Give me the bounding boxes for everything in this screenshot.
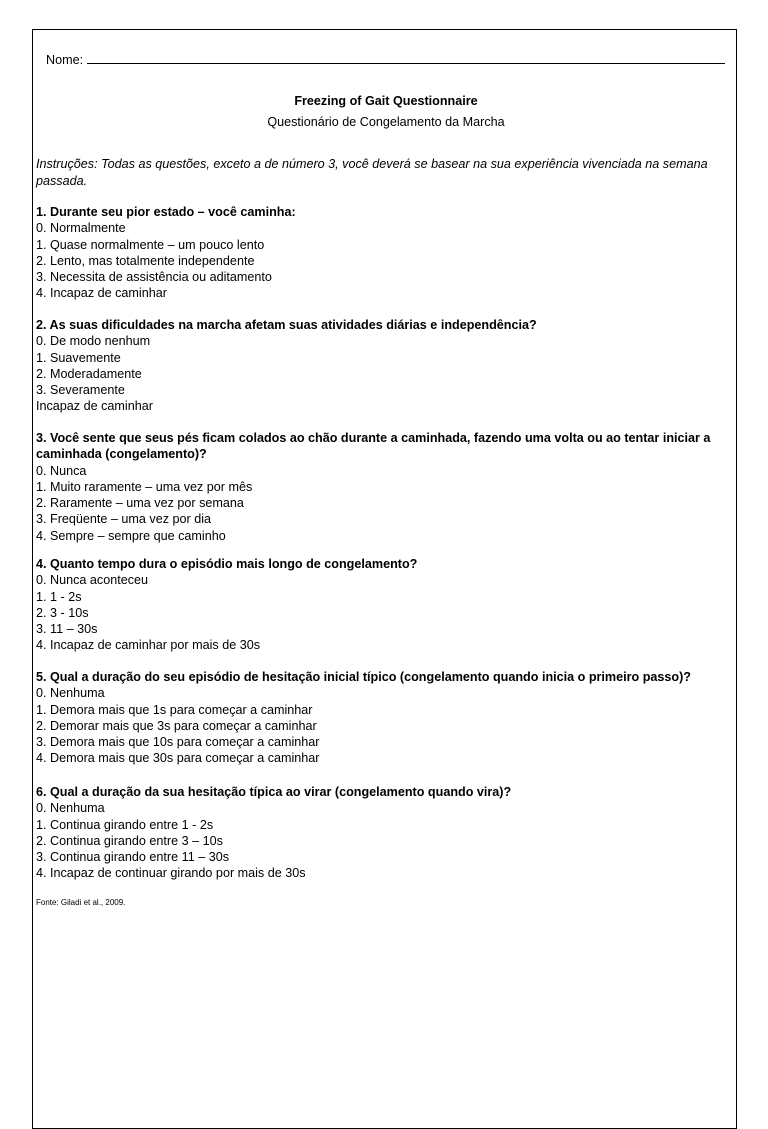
answer-option: 3. Continua girando entre 11 – 30s: [36, 850, 230, 865]
question-4: [36, 556, 736, 654]
question-3: [36, 430, 736, 544]
answer-option: 1. Suavemente: [36, 350, 121, 365]
name-label: Nome:: [46, 53, 84, 67]
answer-option: 0. De modo nenhum: [36, 334, 151, 349]
answer-option: 2. Lento, mas totalmente independente: [36, 253, 255, 268]
question-text: 3. Você sente que seus pés ficam colados ao chão durante a caminhada, fazendo uma volta ou ao tentar iniciar a caminhada (congelamento)?: [36, 431, 711, 462]
name-field-row: [46, 50, 726, 67]
answer-option: 3. Freqüente – uma vez por dia: [36, 512, 212, 527]
answer-option: 0. Nenhuma: [36, 801, 105, 816]
answer-option: 4. Incapaz de caminhar por mais de 30s: [36, 638, 261, 653]
answer-option: 1. 1 - 2s: [36, 589, 82, 604]
answer-option: 2. Moderadamente: [36, 366, 142, 381]
answer-option: 2. Continua girando entre 3 – 10s: [36, 833, 223, 848]
answer-option: 3. 11 – 30s: [36, 622, 98, 637]
answer-option: 2. Raramente – uma vez por semana: [36, 496, 244, 511]
answer-option: 0. Nenhuma: [36, 686, 105, 701]
title-portuguese: Questionário de Congelamento da Marcha: [267, 115, 505, 129]
question-text: 2. As suas dificuldades na marcha afetam suas atividades diárias e independência?: [36, 318, 537, 332]
question-text: 4. Quanto tempo dura o episódio mais longo de congelamento?: [36, 557, 418, 571]
answer-option: 0. Normalmente: [36, 221, 126, 236]
answer-option: 2. 3 - 10s: [36, 605, 89, 620]
answer-option: 3. Demora mais que 10s para começar a caminhar: [36, 735, 320, 750]
question-text: 5. Qual a duração do seu episódio de hesitação inicial típico (congelamento quando inicia o primeiro passo)?: [36, 670, 692, 684]
answer-option: Incapaz de caminhar: [36, 399, 153, 414]
question-5: [36, 669, 736, 767]
answer-option: 1. Continua girando entre 1 - 2s: [36, 817, 214, 832]
name-field-line[interactable]: [87, 50, 725, 64]
answer-option: 0. Nunca aconteceu: [36, 573, 149, 588]
answer-option: 4. Incapaz de continuar girando por mais de 30s: [36, 866, 306, 881]
answer-option: 2. Demorar mais que 3s para começar a caminhar: [36, 718, 317, 733]
question-text: 1. Durante seu pior estado – você caminha:: [36, 205, 296, 219]
answer-option: 1. Muito raramente – uma vez por mês: [36, 479, 253, 494]
answer-option: 4. Demora mais que 30s para começar a caminhar: [36, 751, 320, 766]
title-english: Freezing of Gait Questionnaire: [294, 94, 478, 108]
question-1: [36, 204, 736, 302]
question-text: 6. Qual a duração da sua hesitação típica ao virar (congelamento quando vira)?: [36, 785, 512, 799]
question-6: [36, 784, 736, 882]
question-2: [36, 317, 736, 415]
answer-option: 0. Nunca: [36, 463, 87, 478]
source-citation: Fonte: Giladi et al., 2009.: [36, 898, 126, 907]
answer-option: 3. Severamente: [36, 383, 125, 398]
answer-option: 1. Demora mais que 1s para começar a caminhar: [36, 702, 313, 717]
answer-option: 1. Quase normalmente – um pouco lento: [36, 237, 265, 252]
answer-option: 4. Incapaz de caminhar: [36, 286, 167, 301]
answer-option: 4. Sempre – sempre que caminho: [36, 528, 226, 543]
answer-option: 3. Necessita de assistência ou aditamento: [36, 270, 272, 285]
instructions: Instruções: Todas as questões, exceto a de número 3, você deverá se basear na sua experiência vivenciada na semana passada.: [36, 157, 708, 188]
